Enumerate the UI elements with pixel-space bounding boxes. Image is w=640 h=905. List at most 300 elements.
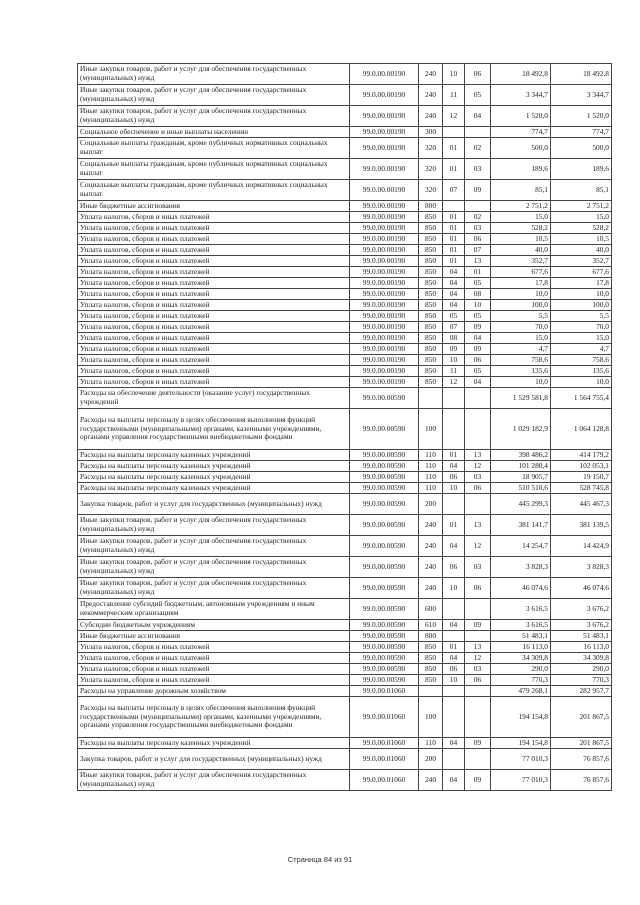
subsection-cell: 03 [465,664,491,675]
table-row [78,85,612,106]
subsection-cell [465,388,491,409]
section-cell: 04 [443,536,465,557]
expense-type-cell: 850 [419,212,443,223]
target-article-cell: 99.0.00.01060 [350,697,419,738]
expense-type-cell: 300 [419,127,443,138]
amount-year-1-cell: 70,0 [491,322,551,333]
target-article-cell: 99.0.00.00190 [350,344,419,355]
target-article-cell: 99.0.00.00190 [350,256,419,267]
subsection-cell: 05 [465,85,491,106]
section-cell: 01 [443,515,465,536]
table-row [78,578,612,599]
target-article-cell: 99.0.00.00190 [350,245,419,256]
section-cell: 07 [443,180,465,201]
row-name-cell: Уплата налогов, сборов и иных платежей [78,289,350,300]
amount-year-2-cell: 10,0 [551,377,612,388]
target-article-cell: 99.0.00.00590 [350,620,419,631]
amount-year-2-cell: 758,6 [551,355,612,366]
amount-year-2-cell: 10,5 [551,234,612,245]
target-article-cell: 99.0.00.00190 [350,212,419,223]
subsection-cell: 03 [465,557,491,578]
expense-type-cell [419,686,443,697]
table-row [78,599,612,620]
table-row [78,664,612,675]
amount-year-2-cell: 528,2 [551,223,612,234]
target-article-cell: 99.0.00.01060 [350,686,419,697]
section-cell: 01 [443,256,465,267]
expense-type-cell: 110 [419,461,443,472]
amount-year-2-cell: 3 828,3 [551,557,612,578]
table-row [78,201,612,212]
row-name-cell: Расходы на выплаты персоналу казенных учреждений [78,461,350,472]
row-name-cell: Расходы на управление дорожным хозяйством [78,686,350,697]
target-article-cell: 99.0.00.00590 [350,653,419,664]
amount-year-1-cell: 10,0 [491,377,551,388]
target-article-cell: 99.0.00.00190 [350,64,419,85]
amount-year-2-cell: 770,3 [551,675,612,686]
subsection-cell: 10 [465,300,491,311]
amount-year-2-cell: 189,6 [551,159,612,180]
subsection-cell: 09 [465,770,491,791]
subsection-cell: 01 [465,267,491,278]
amount-year-1-cell: 100,0 [491,300,551,311]
subsection-cell: 06 [465,483,491,494]
table-row [78,749,612,770]
amount-year-2-cell: 201 867,5 [551,697,612,738]
amount-year-1-cell: 51 483,1 [491,631,551,642]
expense-type-cell: 850 [419,344,443,355]
amount-year-1-cell: 135,6 [491,366,551,377]
table-row [78,333,612,344]
expense-type-cell: 850 [419,642,443,653]
row-name-cell: Уплата налогов, сборов и иных платежей [78,311,350,322]
subsection-cell: 06 [465,64,491,85]
expense-type-cell: 100 [419,409,443,450]
expense-type-cell: 850 [419,278,443,289]
table-row [78,223,612,234]
amount-year-1-cell: 774,7 [491,127,551,138]
subsection-cell: 09 [465,738,491,749]
amount-year-2-cell: 1 064 128,8 [551,409,612,450]
section-cell: 12 [443,106,465,127]
table-row [78,494,612,515]
section-cell [443,697,465,738]
amount-year-1-cell: 77 010,3 [491,770,551,791]
expense-type-cell: 850 [419,245,443,256]
amount-year-2-cell: 3 676,2 [551,599,612,620]
target-article-cell: 99.0.00.00190 [350,85,419,106]
budget-table-body [78,64,612,791]
subsection-cell: 13 [465,256,491,267]
target-article-cell: 99.0.00.00590 [350,557,419,578]
target-article-cell: 99.0.00.00590 [350,494,419,515]
row-name-cell: Уплата налогов, сборов и иных платежей [78,300,350,311]
table-row [78,180,612,201]
table-row [78,388,612,409]
amount-year-1-cell: 46 074,6 [491,578,551,599]
table-row [78,536,612,557]
row-name-cell: Уплата налогов, сборов и иных платежей [78,344,350,355]
section-cell: 12 [443,377,465,388]
section-cell: 04 [443,300,465,311]
expense-type-cell: 850 [419,322,443,333]
subsection-cell [465,631,491,642]
amount-year-2-cell: 381 139,5 [551,515,612,536]
amount-year-1-cell: 2 751,2 [491,201,551,212]
row-name-cell: Иные закупки товаров, работ и услуг для обеспечения государственных (муниципальных) нужд [78,64,350,85]
amount-year-1-cell: 189,6 [491,159,551,180]
amount-year-2-cell: 1 564 755,4 [551,388,612,409]
section-cell: 09 [443,344,465,355]
table-row [78,234,612,245]
amount-year-2-cell: 528 745,8 [551,483,612,494]
amount-year-2-cell: 34 309,8 [551,653,612,664]
amount-year-2-cell: 85,1 [551,180,612,201]
row-name-cell: Уплата налогов, сборов и иных платежей [78,278,350,289]
expense-type-cell [419,388,443,409]
amount-year-1-cell: 77 010,3 [491,749,551,770]
expense-type-cell: 240 [419,557,443,578]
amount-year-1-cell: 40,0 [491,245,551,256]
table-row [78,212,612,223]
subsection-cell: 12 [465,461,491,472]
section-cell: 04 [443,289,465,300]
row-name-cell: Иные закупки товаров, работ и услуг для обеспечения государственных (муниципальных) нужд [78,515,350,536]
amount-year-1-cell: 758,6 [491,355,551,366]
subsection-cell [465,201,491,212]
target-article-cell: 99.0.00.00590 [350,642,419,653]
expense-type-cell: 600 [419,599,443,620]
subsection-cell: 03 [465,472,491,483]
section-cell: 04 [443,267,465,278]
amount-year-1-cell: 1 529 581,8 [491,388,551,409]
target-article-cell: 99.0.00.00590 [350,388,419,409]
target-article-cell: 99.0.00.00190 [350,159,419,180]
table-row [78,355,612,366]
expense-type-cell: 850 [419,366,443,377]
target-article-cell: 99.0.00.00190 [350,366,419,377]
amount-year-1-cell: 510 510,6 [491,483,551,494]
amount-year-2-cell: 17,8 [551,278,612,289]
amount-year-2-cell: 15,0 [551,333,612,344]
amount-year-1-cell: 10,5 [491,234,551,245]
subsection-cell [465,494,491,515]
subsection-cell: 12 [465,653,491,664]
table-row [78,245,612,256]
amount-year-1-cell: 479 268,1 [491,686,551,697]
table-row [78,515,612,536]
expense-type-cell: 610 [419,620,443,631]
section-cell: 07 [443,322,465,333]
row-name-cell: Уплата налогов, сборов и иных платежей [78,675,350,686]
section-cell [443,749,465,770]
target-article-cell: 99.0.00.00590 [350,675,419,686]
section-cell: 06 [443,664,465,675]
row-name-cell: Уплата налогов, сборов и иных платежей [78,653,350,664]
target-article-cell: 99.0.00.00190 [350,234,419,245]
amount-year-1-cell: 3 616,5 [491,620,551,631]
table-row [78,138,612,159]
target-article-cell: 99.0.00.00590 [350,599,419,620]
section-cell: 06 [443,557,465,578]
target-article-cell: 99.0.00.00590 [350,409,419,450]
expense-type-cell: 240 [419,515,443,536]
amount-year-1-cell: 5,5 [491,311,551,322]
table-row [78,686,612,697]
section-cell: 04 [443,278,465,289]
row-name-cell: Расходы на выплаты персоналу казенных учреждений [78,472,350,483]
target-article-cell: 99.0.00.00190 [350,377,419,388]
expense-type-cell: 850 [419,289,443,300]
section-cell: 10 [443,355,465,366]
target-article-cell: 99.0.00.01060 [350,770,419,791]
amount-year-2-cell: 352,7 [551,256,612,267]
target-article-cell: 99.0.00.00190 [350,223,419,234]
amount-year-1-cell: 16 113,0 [491,642,551,653]
table-row [78,289,612,300]
target-article-cell: 99.0.00.00190 [350,278,419,289]
amount-year-1-cell: 398 486,2 [491,450,551,461]
amount-year-1-cell: 1 520,0 [491,106,551,127]
table-row [78,461,612,472]
amount-year-2-cell: 51 483,1 [551,631,612,642]
table-row [78,377,612,388]
target-article-cell: 99.0.00.01060 [350,749,419,770]
expense-type-cell: 850 [419,653,443,664]
table-row [78,472,612,483]
table-row [78,450,612,461]
row-name-cell: Расходы на выплаты персоналу казенных учреждений [78,738,350,749]
table-row [78,631,612,642]
section-cell: 11 [443,85,465,106]
subsection-cell [465,409,491,450]
amount-year-1-cell: 500,0 [491,138,551,159]
target-article-cell: 99.0.00.00190 [350,289,419,300]
section-cell [443,494,465,515]
expense-type-cell: 110 [419,483,443,494]
subsection-cell: 09 [465,344,491,355]
table-row [78,770,612,791]
amount-year-2-cell: 201 867,5 [551,738,612,749]
expense-type-cell: 850 [419,675,443,686]
amount-year-1-cell: 290,0 [491,664,551,675]
amount-year-1-cell: 3 828,3 [491,557,551,578]
amount-year-2-cell: 135,6 [551,366,612,377]
amount-year-1-cell: 677,6 [491,267,551,278]
section-cell: 10 [443,675,465,686]
row-name-cell: Уплата налогов, сборов и иных платежей [78,267,350,278]
row-name-cell: Социальные выплаты гражданам, кроме публичных нормативных социальных выплат [78,138,350,159]
amount-year-2-cell: 774,7 [551,127,612,138]
expense-type-cell: 850 [419,256,443,267]
expense-type-cell: 850 [419,355,443,366]
amount-year-1-cell: 34 309,8 [491,653,551,664]
row-name-cell: Иные бюджетные ассигнования [78,201,350,212]
amount-year-2-cell: 10,0 [551,289,612,300]
table-row [78,557,612,578]
row-name-cell: Предоставление субсидий бюджетным, автономным учреждениям и иным некоммерческим организациям [78,599,350,620]
amount-year-1-cell: 528,2 [491,223,551,234]
expense-type-cell: 240 [419,106,443,127]
section-cell: 01 [443,212,465,223]
table-row [78,278,612,289]
section-cell: 04 [443,620,465,631]
amount-year-1-cell: 4,7 [491,344,551,355]
target-article-cell: 99.0.00.00190 [350,355,419,366]
table-row [78,675,612,686]
amount-year-2-cell: 677,6 [551,267,612,278]
amount-year-1-cell: 445 299,3 [491,494,551,515]
row-name-cell: Уплата налогов, сборов и иных платежей [78,664,350,675]
expense-type-cell: 200 [419,749,443,770]
amount-year-1-cell: 352,7 [491,256,551,267]
table-row [78,311,612,322]
section-cell: 10 [443,483,465,494]
target-article-cell: 99.0.00.00590 [350,631,419,642]
subsection-cell [465,127,491,138]
amount-year-2-cell: 18 492,8 [551,64,612,85]
row-name-cell: Иные закупки товаров, работ и услуг для обеспечения государственных (муниципальных) нужд [78,770,350,791]
amount-year-2-cell: 70,0 [551,322,612,333]
expense-type-cell: 850 [419,267,443,278]
section-cell [443,127,465,138]
amount-year-2-cell: 1 520,0 [551,106,612,127]
section-cell: 04 [443,461,465,472]
row-name-cell: Социальное обеспечение и иные выплаты населению [78,127,350,138]
expense-type-cell: 110 [419,738,443,749]
amount-year-1-cell: 3 616,5 [491,599,551,620]
subsection-cell: 13 [465,515,491,536]
row-name-cell: Социальные выплаты гражданам, кроме публичных нормативных социальных выплат [78,180,350,201]
expense-type-cell: 200 [419,494,443,515]
target-article-cell: 99.0.00.00190 [350,106,419,127]
subsection-cell: 06 [465,675,491,686]
expense-type-cell: 320 [419,159,443,180]
section-cell: 11 [443,366,465,377]
section-cell: 10 [443,578,465,599]
row-name-cell: Уплата налогов, сборов и иных платежей [78,234,350,245]
amount-year-1-cell: 381 141,7 [491,515,551,536]
amount-year-1-cell: 194 154,8 [491,697,551,738]
subsection-cell: 02 [465,138,491,159]
expense-type-cell: 850 [419,300,443,311]
row-name-cell: Уплата налогов, сборов и иных платежей [78,212,350,223]
row-name-cell: Уплата налогов, сборов и иных платежей [78,377,350,388]
amount-year-1-cell: 3 344,7 [491,85,551,106]
amount-year-1-cell: 10,0 [491,289,551,300]
amount-year-2-cell: 2 751,2 [551,201,612,212]
amount-year-2-cell: 445 467,3 [551,494,612,515]
expense-type-cell: 800 [419,631,443,642]
row-name-cell: Иные закупки товаров, работ и услуг для обеспечения государственных (муниципальных) нужд [78,85,350,106]
section-cell: 01 [443,642,465,653]
subsection-cell: 09 [465,322,491,333]
amount-year-2-cell: 76 857,6 [551,749,612,770]
subsection-cell: 03 [465,159,491,180]
row-name-cell: Уплата налогов, сборов и иных платежей [78,366,350,377]
table-row [78,697,612,738]
budget-table [77,63,612,791]
expense-type-cell: 240 [419,85,443,106]
section-cell: 06 [443,472,465,483]
amount-year-2-cell: 19 150,7 [551,472,612,483]
table-row [78,64,612,85]
target-article-cell: 99.0.00.00190 [350,311,419,322]
section-cell: 10 [443,64,465,85]
amount-year-2-cell: 4,7 [551,344,612,355]
subsection-cell: 07 [465,245,491,256]
table-row [78,300,612,311]
table-row [78,344,612,355]
row-name-cell: Уплата налогов, сборов и иных платежей [78,256,350,267]
section-cell: 05 [443,311,465,322]
table-row [78,409,612,450]
section-cell [443,686,465,697]
target-article-cell: 99.0.00.00590 [350,483,419,494]
amount-year-1-cell: 15,0 [491,212,551,223]
subsection-cell: 12 [465,536,491,557]
section-cell [443,201,465,212]
subsection-cell: 05 [465,366,491,377]
target-article-cell: 99.0.00.00590 [350,450,419,461]
subsection-cell [465,599,491,620]
row-name-cell: Социальные выплаты гражданам, кроме публичных нормативных социальных выплат [78,159,350,180]
section-cell [443,631,465,642]
subsection-cell: 05 [465,311,491,322]
subsection-cell: 06 [465,578,491,599]
target-article-cell: 99.0.00.00190 [350,322,419,333]
row-name-cell: Уплата налогов, сборов и иных платежей [78,355,350,366]
subsection-cell: 02 [465,212,491,223]
amount-year-1-cell: 1 029 182,9 [491,409,551,450]
table-row [78,127,612,138]
target-article-cell: 99.0.00.00190 [350,138,419,159]
amount-year-1-cell: 194 154,8 [491,738,551,749]
target-article-cell: 99.0.00.00590 [350,472,419,483]
section-cell: 04 [443,653,465,664]
amount-year-1-cell: 14 254,7 [491,536,551,557]
subsection-cell: 09 [465,180,491,201]
target-article-cell: 99.0.00.01060 [350,738,419,749]
section-cell [443,388,465,409]
row-name-cell: Уплата налогов, сборов и иных платежей [78,333,350,344]
expense-type-cell: 110 [419,472,443,483]
target-article-cell: 99.0.00.00190 [350,127,419,138]
row-name-cell: Уплата налогов, сборов и иных платежей [78,322,350,333]
expense-type-cell: 320 [419,138,443,159]
target-article-cell: 99.0.00.00590 [350,536,419,557]
expense-type-cell: 240 [419,536,443,557]
expense-type-cell: 850 [419,664,443,675]
subsection-cell [465,686,491,697]
expense-type-cell: 110 [419,450,443,461]
row-name-cell: Расходы на обеспечение деятельности (оказание услуг) государственных учреждений [78,388,350,409]
row-name-cell: Расходы на выплаты персоналу казенных учреждений [78,450,350,461]
subsection-cell: 09 [465,620,491,631]
amount-year-1-cell: 18 905,7 [491,472,551,483]
expense-type-cell: 850 [419,311,443,322]
amount-year-2-cell: 3 344,7 [551,85,612,106]
amount-year-2-cell: 15,0 [551,212,612,223]
row-name-cell: Иные закупки товаров, работ и услуг для обеспечения государственных (муниципальных) нужд [78,578,350,599]
subsection-cell: 04 [465,333,491,344]
amount-year-2-cell: 282 957,7 [551,686,612,697]
row-name-cell: Уплата налогов, сборов и иных платежей [78,245,350,256]
row-name-cell: Расходы на выплаты персоналу в целях обеспечения выполнения функций государственными (муниципальными) органами, казенными учреждениями, органами управления государственными внебюджетными фондами [78,697,350,738]
expense-type-cell: 850 [419,377,443,388]
target-article-cell: 99.0.00.00190 [350,333,419,344]
expense-type-cell: 800 [419,201,443,212]
